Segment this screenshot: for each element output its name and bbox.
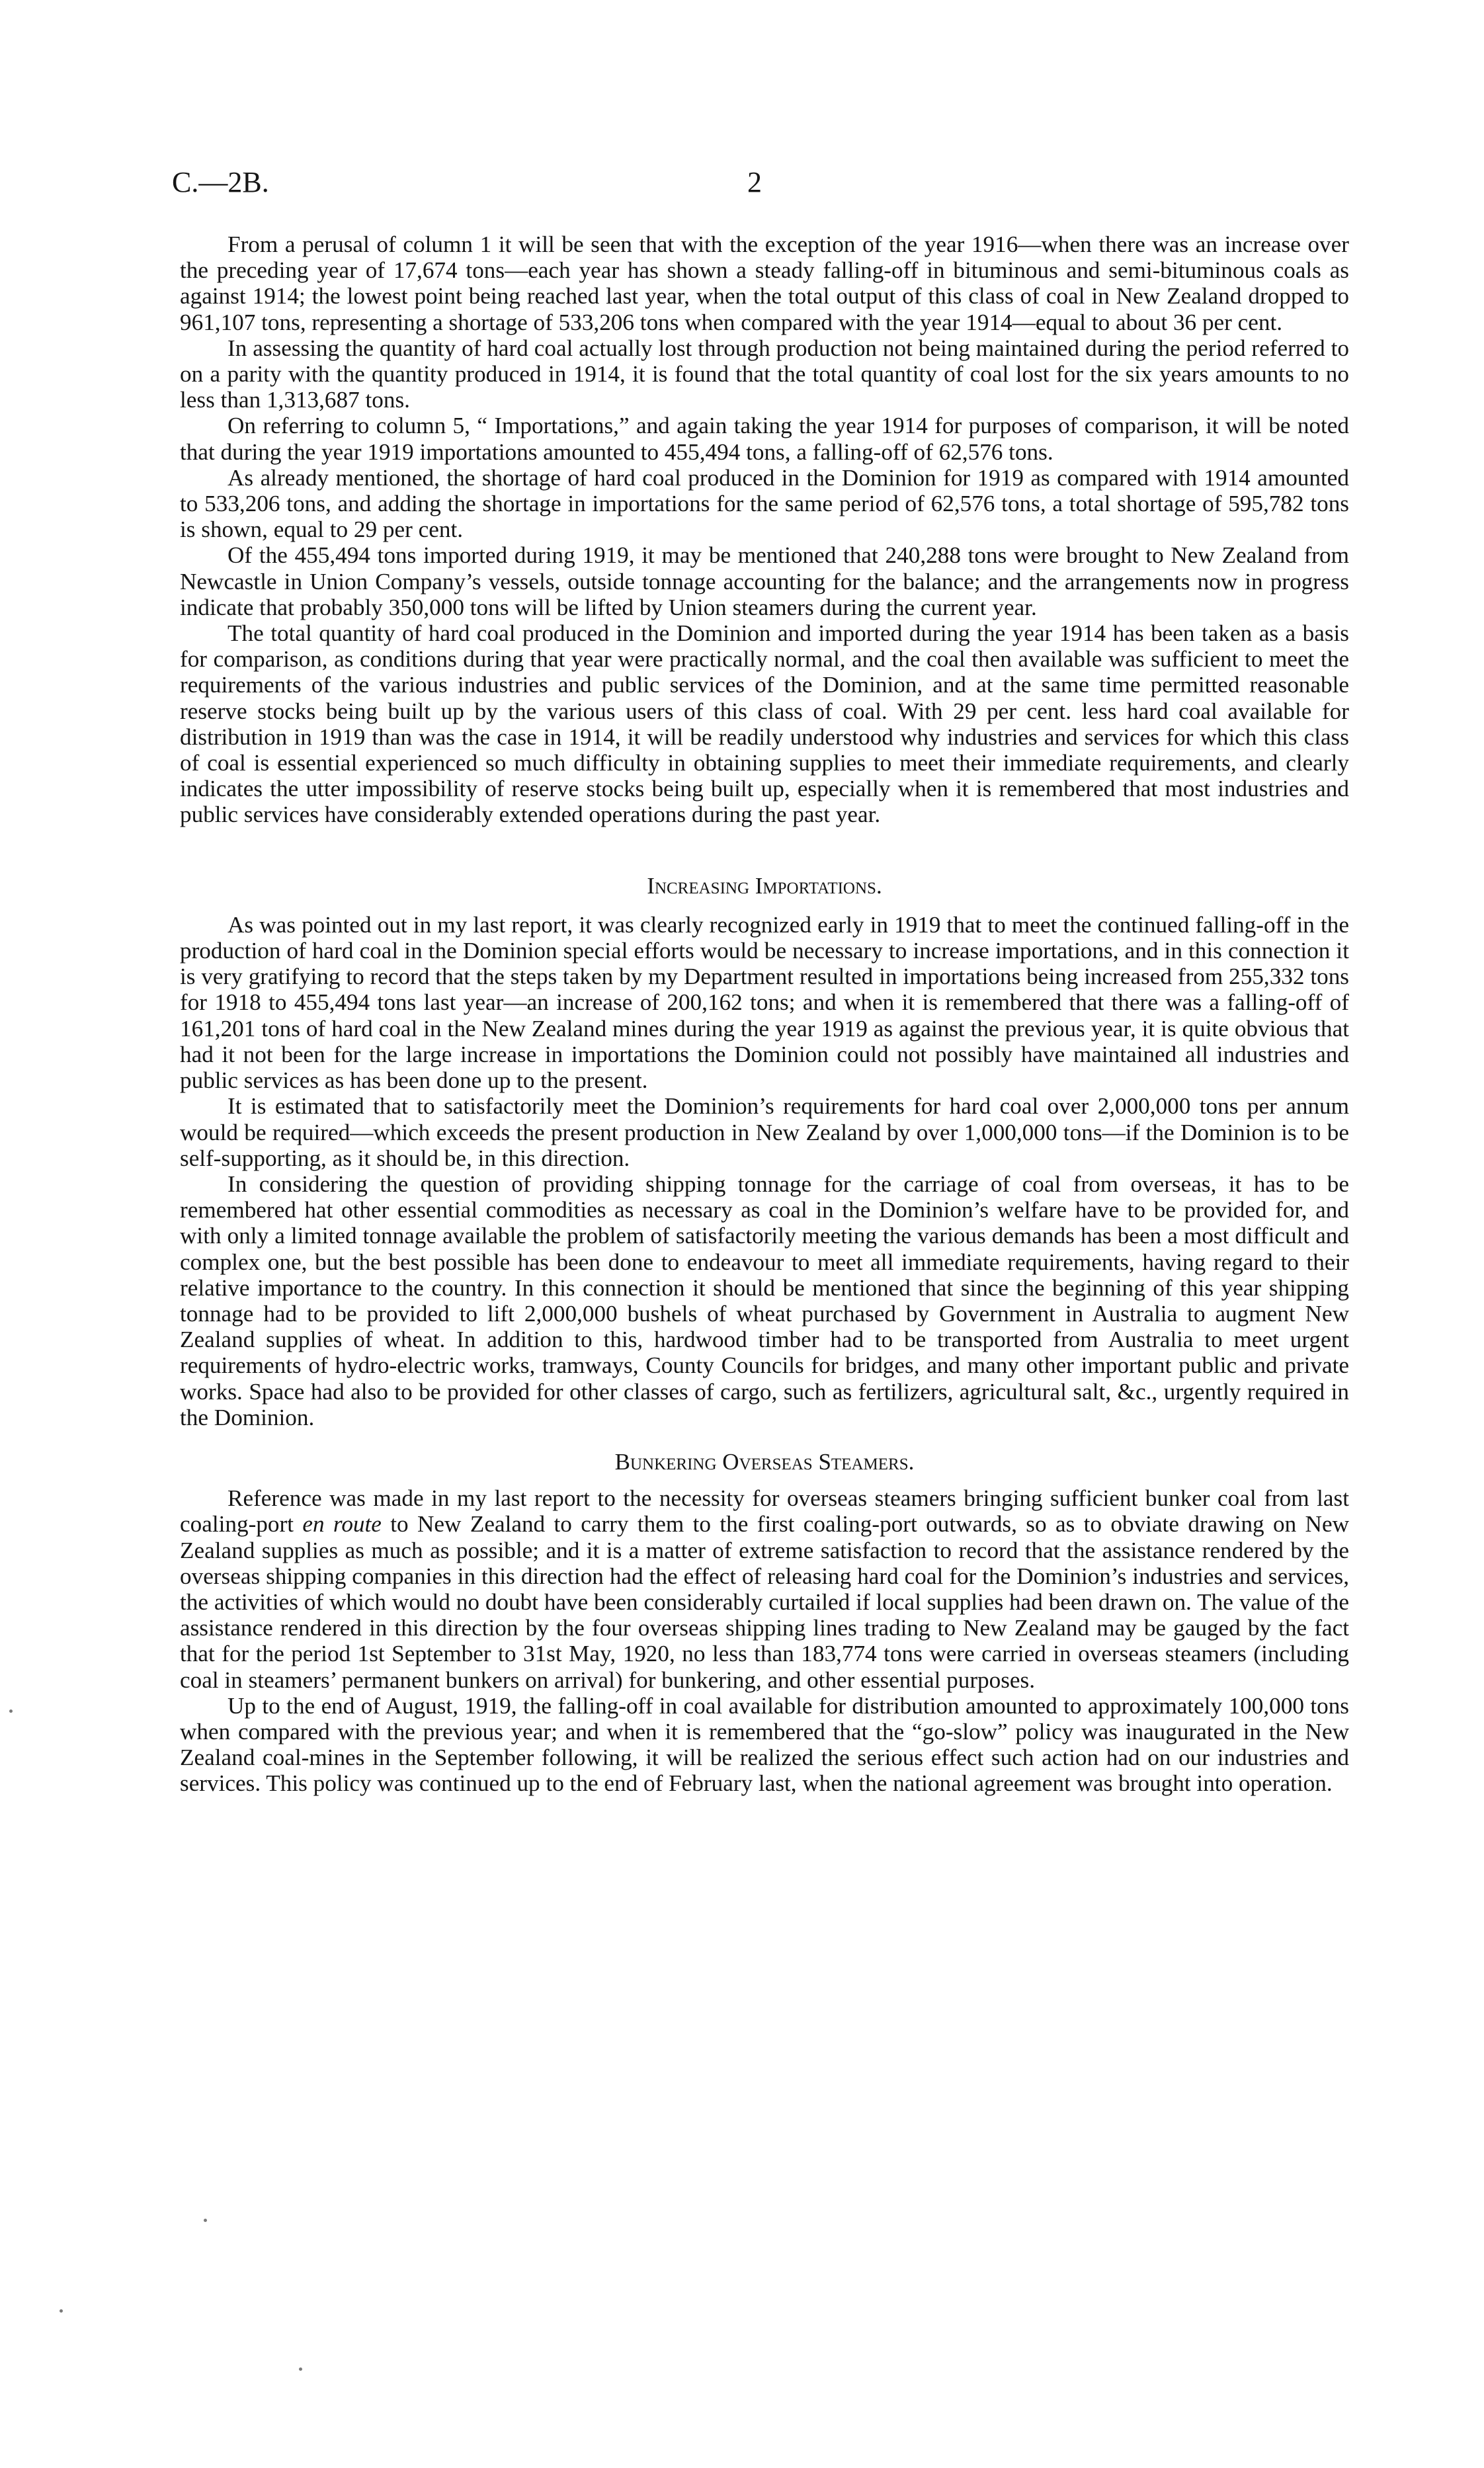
section-heading-increasing-importations: Increasing Importations. (647, 872, 882, 899)
paragraph: On referring to column 5, “ Importations,” and again taking the year 1914 for purposes of comparison, it will be noted that during the year 1919 importations amounted to 455,494 tons, a falling-off of 62,576 tons. (180, 413, 1349, 465)
scan-speck (9, 1709, 13, 1713)
paragraph (180, 1485, 1349, 1693)
paragraph-text: to New Zealand to carry them to the first coaling-port outwards, so as to obviate drawing on New Zealand supplies as much as possible; and it is a matter of extreme satisfaction to record that the assistance rendered by the overseas shipping companies in this direction had the effect of releasing hard coal for the Dominion’s industries and services, the activities of which would no doubt have been considerably curtailed if local supplies had been drawn on. The value of the assistance rendered in this direction by the four overseas shipping lines trading to New Zealand may be gauged by the fact that for the period 1st September to 31st May, 1920, no less than 183,774 tons were carried in overseas steamers (including coal in steamers’ permanent bunkers on arrival) for bunkering, and other essential purposes. (180, 1511, 1350, 1693)
body-text (180, 231, 1349, 1797)
paragraph: As was pointed out in my last report, it was clearly recognized early in 1919 that to meet the continued falling-off in the production of hard coal in the Dominion special efforts would be necessary to increase importations, and in this connection it is very gratifying to record that the steps taken by my Department resulted in importations being increased from 255,332 tons for 1918 to 455,494 tons last year—an increase of 200,162 tons; and when it is remembered that there was a falling-off of 161,201 tons of hard coal in the New Zealand mines during the year 1919 as against the previous year, it is quite obvious that had it not been for the large increase in importations the Dominion could not possibly have maintained all industries and public services as has been done up to the present. (180, 911, 1349, 1094)
paragraph: It is estimated that to satisfactorily meet the Dominion’s requirements for hard coal over 2,000,000 tons per annum would be required—which exceeds the present production in New Zealand by over 1,000,000 tons—if the Dominion is to be self-supporting, as it should be, in this direction. (180, 1093, 1349, 1171)
paragraph-text: Reference was made in my last report to the necessity for overseas steamers bringing sufficient bunker coal from last coaling-port (180, 1485, 1349, 1538)
scan-speck (299, 2367, 302, 2371)
scan-speck (204, 2219, 207, 2222)
paragraph: As already mentioned, the shortage of hard coal produced in the Dominion for 1919 as compared with 1914 amounted to 533,206 tons, and adding the shortage in importations for the same period of 62,576 tons, a total shortage of 595,782 tons is shown, equal to 29 per cent. (180, 464, 1349, 543)
page-number: 2 (747, 166, 762, 198)
scan-speck (60, 2309, 63, 2313)
document-reference: C.—2B. (172, 166, 269, 198)
paragraph: Of the 455,494 tons imported during 1919, it may be mentioned that 240,288 tons were brought to New Zealand from Newcastle in Union Company’s vessels, outside tonnage accounting for the balance; and the arrangements now in progress indicate that probably 350,000 tons will be lifted by Union steamers during the current year. (180, 542, 1349, 620)
paragraph: In considering the question of providing shipping tonnage for the carriage of coal from overseas, it has to be remembered hat other essential commodities as necessary as coal in the Dominion’s welfare have to be provided for, and with only a limited tonnage available the problem of satisfactorily meeting the various demands has been a most difficult and complex one, but the best possible has been done to endeavour to meet all immediate requirements, having regard to their relative importance to the country. In this connection it should be mentioned that since the beginning of this year shipping tonnage had to be provided to lift 2,000,000 bushels of wheat purchased by Government in Australia to augment New Zealand supplies of wheat. In addition to this, hardwood timber had to be transported from Australia to meet urgent requirements of hydro-electric works, tramways, County Councils for bridges, and many other important public and private works. Space had also to be provided for other classes of cargo, such as fertilizers, agricultural salt, &c., urgently required in the Dominion. (180, 1171, 1349, 1430)
section-heading-bunkering-overseas-steamers: Bunkering Overseas Steamers. (614, 1448, 915, 1475)
paragraph: In assessing the quantity of hard coal actually lost through production not being maintained during the period referred to on a parity with the quantity produced in 1914, it is found that the total quantity of coal lost for the six years amounts to no less than 1,313,687 tons. (180, 335, 1349, 413)
paragraph: Up to the end of August, 1919, the falling-off in coal available for distribution amounted to approximately 100,000 tons when compared with the previous year; and when it is remembered that the “go-slow” policy was inaugurated in the New Zealand coal-mines in the September following, it will be realized the serious effect such action had on our industries and services. This policy was continued up to the end of February last, when the national agreement was brought into operation. (180, 1692, 1349, 1797)
paragraph: The total quantity of hard coal produced in the Dominion and imported during the year 1914 has been taken as a basis for comparison, as conditions during that year were practically normal, and the coal then available was sufficient to meet the requirements of the various industries and public services of the Dominion, and at the same time permitted reasonable reserve stocks being built up by the various users of this class of coal. With 29 per cent. less hard coal available for distribution in 1919 than was the case in 1914, it will be readily understood why industries and services for which this class of coal is essential experienced so much difficulty in obtaining supplies to meet their immediate requirements, and clearly indicates the utter impossibility of reserve stocks being built up, especially when it is remembered that most industries and public services have considerably extended operations during the past year. (180, 620, 1349, 828)
page-header (172, 165, 1323, 205)
italic-phrase: en route (302, 1511, 382, 1538)
paragraph: From a perusal of column 1 it will be seen that with the exception of the year 1916—when there was an increase over the preceding year of 17,674 tons—each year has shown a steady falling-off in bituminous and semi-bituminous coals as against 1914; the lowest point being reached last year, when the total output of this class of coal in New Zealand dropped to 961,107 tons, representing a shortage of 533,206 tons when compared with the year 1914—equal to about 36 per cent. (180, 231, 1349, 335)
